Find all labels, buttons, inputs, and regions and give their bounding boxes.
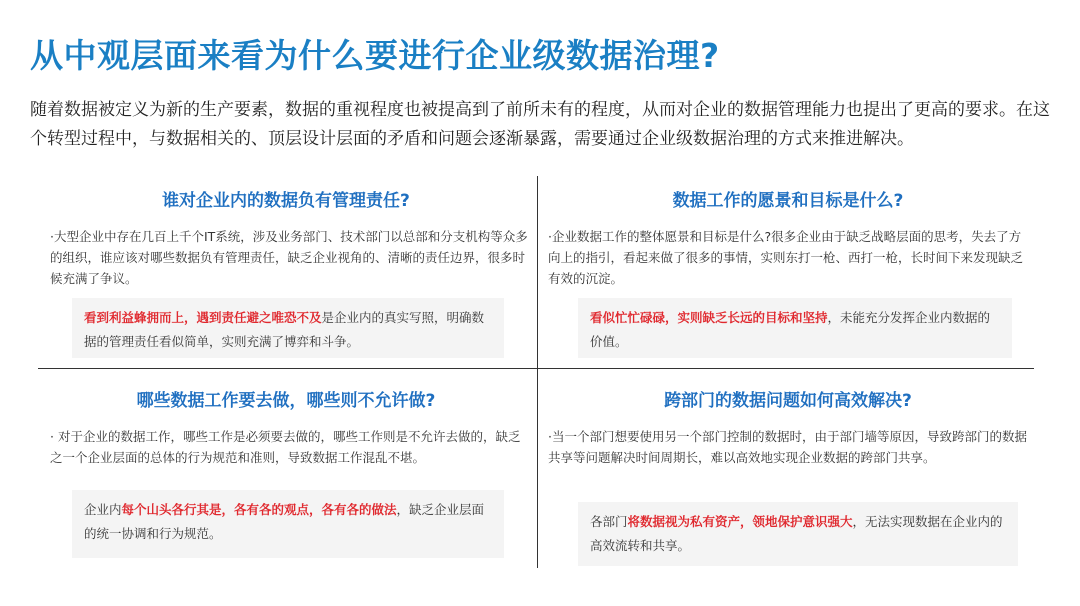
page-title: 从中观层面来看为什么要进行企业级数据治理? <box>30 36 720 75</box>
q2-heading: 数据工作的愿景和目标是什么? <box>672 191 904 211</box>
q3-body: · 对于企业的数据工作，哪些工作是必须要去做的，哪些工作则是不允许去做的，缺乏之一个企业层面的总体的行为规范和准则，导致数据工作混乱不堪。 <box>50 429 521 465</box>
q3-rest: ，缺乏企业层面的统一协调和行为规范。 <box>84 502 485 541</box>
horizontal-divider <box>38 368 1034 369</box>
q4-rest: ，无法实现数据在企业内的高效流转和共享。 <box>590 514 1003 553</box>
q2-body: ·企业数据工作的整体愿景和目标是什么?很多企业由于缺乏战略层面的思考，失去了方向上的指引，看起来做了很多的事情，实则东打一枪、西打一枪，长时间下来发现缺乏有效的沉淀。 <box>548 229 1024 286</box>
q2-callout <box>578 298 1012 358</box>
q1-rest: 是企业内的真实写照，明确数据的管理责任看似简单，实则充满了博弈和斗争。 <box>84 310 485 349</box>
q2-highlight: 看似忙忙碌碌，实则缺乏长远的目标和坚持 <box>590 310 828 325</box>
q4-highlight: 将数据视为私有资产，领地保护意识强大 <box>627 514 853 529</box>
q1-heading: 谁对企业内的数据负有管理责任? <box>162 191 410 211</box>
q3-prefix: 企业内 <box>84 502 122 517</box>
q1-callout <box>72 298 504 358</box>
q3-heading: 哪些数据工作要去做，哪些则不允许做? <box>136 391 436 411</box>
q4-heading: 跨部门的数据问题如何高效解决? <box>664 391 912 411</box>
q4-prefix: 各部门 <box>590 514 628 529</box>
q1-highlight: 看到利益蜂拥而上，遇到责任避之唯恐不及 <box>84 310 322 325</box>
vertical-divider <box>537 176 538 568</box>
q3-highlight: 每个山头各行其是，各有各的观点，各有各的做法 <box>121 502 397 517</box>
q2-rest: ，未能充分发挥企业内数据的价值。 <box>590 310 991 349</box>
q4-body: ·当一个部门想要使用另一个部门控制的数据时，由于部门墙等原因，导致跨部门的数据共享等问题解决时间周期长，难以高效地实现企业数据的跨部门共享。 <box>548 429 1027 465</box>
q4-callout <box>578 502 1018 566</box>
intro-paragraph: 随着数据被定义为新的生产要素，数据的重视程度也被提高到了前所未有的程度，从而对企业的数据管理能力也提出了更高的要求。在这个转型过程中，与数据相关的、顶层设计层面的矛盾和问题会逐渐暴露，需要通过企业级数据治理的方式来推进解决。 <box>30 100 1050 149</box>
q1-body: ·大型企业中存在几百上千个IT系统，涉及业务部门、技术部门以总部和分支机构等众多的组织，谁应该对哪些数据负有管理责任，缺乏企业视角的、清晰的责任边界，很多时候充满了争议。 <box>50 229 528 286</box>
q3-callout <box>72 490 504 558</box>
